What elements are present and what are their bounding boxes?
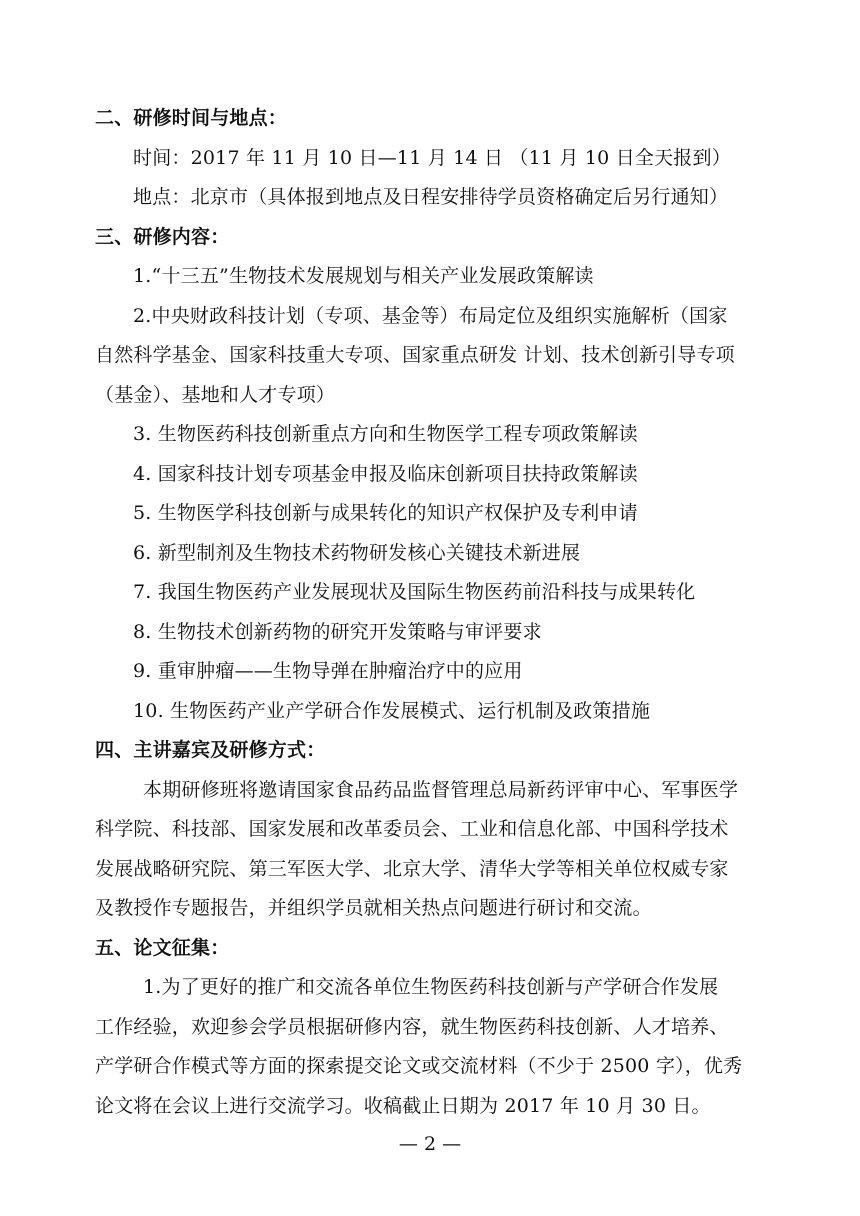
content-item-7: 7. 我国生物医药产业发展现状及国际生物医药前沿科技与成果转化 [133, 581, 696, 603]
content-item-2-line-3: （基金）、基地和人才专项） [95, 384, 336, 406]
place-line: 地点：北京市（具体报到地点及日程安排待学员资格确定后另行通知） [133, 186, 729, 208]
content-item-3: 3. 生物医药科技创新重点方向和生物医学工程专项政策解读 [133, 423, 638, 445]
content-item-8: 8. 生物技术创新药物的研究开发策略与审评要求 [133, 621, 542, 643]
speakers-paragraph-line-3: 发展战略研究院、第三军医大学、北京大学、清华大学等相关单位权威专家 [95, 858, 729, 880]
time-line: 时间：2017 年 11 月 10 日—11 月 14 日 （11 月 10 日全天报到） [133, 147, 731, 169]
papers-paragraph-line-3: 产学研合作模式等方面的探索提交论文或交流材料（不少于 2500 字），优秀 [95, 1055, 743, 1077]
content-item-2-line-2: 自然科学基金、国家科技重大专项、国家重点研发 计划、技术创新引导专项 [95, 344, 735, 366]
speakers-paragraph-line-2: 科学院、科技部、国家发展和改革委员会、工业和信息化部、中国科学技术 [95, 818, 729, 840]
page-number: — 2 — [398, 1133, 462, 1155]
content-item-10: 10. 生物医药产业产学研合作发展模式、运行机制及政策措施 [133, 700, 651, 722]
section-heading-content: 三、研修内容： [95, 226, 230, 248]
section-heading-time-place: 二、研修时间与地点： [95, 107, 288, 129]
content-item-6: 6. 新型制剂及生物技术药物研发核心关键技术新进展 [133, 542, 581, 564]
content-item-9: 9. 重审肿瘤——生物导弹在肿瘤治疗中的应用 [133, 660, 523, 682]
content-item-1: 1.“十三五”生物技术发展规划与相关产业发展政策解读 [133, 265, 594, 287]
content-item-2-line-1: 2.中央财政科技计划（专项、基金等）布局定位及组织实施解析（国家 [133, 305, 728, 327]
section-heading-papers: 五、论文征集： [95, 937, 230, 959]
speakers-paragraph-line-1: 本期研修班将邀请国家食品药品监督管理总局新药评审中心、军事医学 [143, 779, 739, 801]
papers-paragraph-line-1: 1.为了更好的推广和交流各单位生物医药科技创新与产学研合作发展 [143, 976, 719, 998]
speakers-paragraph-line-4: 及教授作专题报告，并组织学员就相关热点问题进行研讨和交流。 [95, 897, 652, 919]
papers-paragraph-line-4: 论文将在会议上进行交流学习。收稿截止日期为 2017 年 10 月 30 日。 [95, 1095, 711, 1117]
papers-paragraph-line-2: 工作经验，欢迎参会学员根据研修内容，就生物医药科技创新、人才培养、 [95, 1016, 729, 1038]
content-item-4: 4. 国家科技计划专项基金申报及临床创新项目扶持政策解读 [133, 463, 638, 485]
content-item-5: 5. 生物医学科技创新与成果转化的知识产权保护及专利申请 [133, 502, 638, 524]
section-heading-speakers: 四、主讲嘉宾及研修方式： [95, 739, 326, 761]
